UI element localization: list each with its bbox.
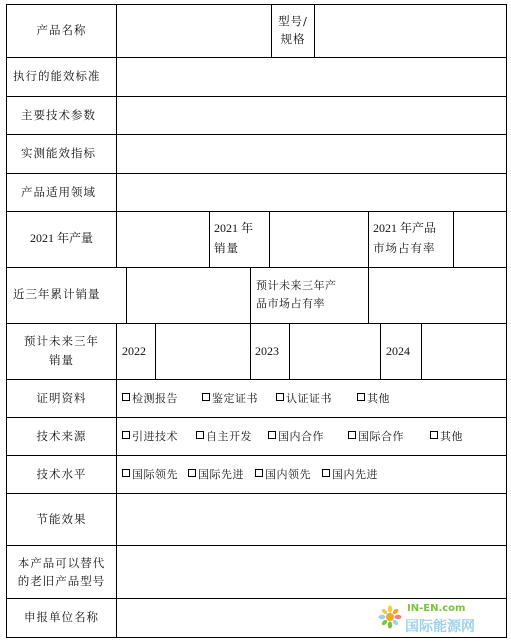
forecast-2023-field[interactable] (290, 324, 380, 379)
source-option-intl-coop[interactable]: 国际合作 (348, 429, 404, 445)
tech-params-field[interactable] (117, 97, 506, 134)
product-name-label: 产品名称 (36, 23, 87, 37)
model-field[interactable] (315, 5, 506, 57)
applicant-label: 申报单位名称 (24, 610, 99, 624)
forecast-share-label-line2: 品市场占有率 (256, 297, 325, 310)
table-border-left (6, 4, 7, 638)
level-label: 技术水平 (36, 467, 87, 481)
column-divider (380, 323, 381, 380)
row-divider (6, 211, 507, 212)
output-2021-label: 2021 年产量 (29, 231, 93, 245)
checkbox-icon (196, 431, 204, 439)
proof-option-other[interactable]: 其他 (357, 391, 390, 407)
tech-params-label: 主要技术参数 (21, 108, 96, 122)
table-border-right (506, 4, 507, 638)
watermark-brand: 国际能源网 (405, 619, 475, 635)
checkbox-icon (322, 469, 330, 477)
sales-2021-field[interactable] (270, 212, 368, 267)
checkbox-icon (255, 469, 263, 477)
proof-option-test-report[interactable]: 检测报告 (122, 391, 178, 407)
checkbox-icon (122, 469, 130, 477)
checkbox-icon (202, 393, 210, 401)
column-divider (368, 211, 369, 268)
column-divider (250, 267, 251, 324)
share-2021-field[interactable] (454, 212, 506, 267)
forecast-sales-label-line1: 预计未来三年 (24, 334, 99, 348)
checkbox-icon (357, 393, 365, 401)
year-2024-label: 2024 (386, 344, 410, 358)
sales-3yr-field[interactable] (127, 268, 250, 323)
forecast-share-field[interactable] (369, 268, 506, 323)
checkbox-icon (122, 393, 130, 401)
output-2021-field[interactable] (117, 212, 209, 267)
forecast-sales-label-line2: 销量 (49, 353, 74, 367)
checkbox-icon (276, 393, 284, 401)
model-label-line1: 型号/ (278, 14, 308, 28)
proof-label: 证明资料 (36, 391, 87, 405)
checkbox-icon (268, 431, 276, 439)
watermark (377, 603, 499, 635)
product-name-field[interactable] (117, 5, 271, 57)
column-divider (209, 211, 210, 268)
checkbox-icon (188, 469, 196, 477)
saving-field[interactable] (117, 494, 506, 545)
model-label-line2: 规格 (280, 32, 306, 46)
scope-label: 产品适用领域 (21, 185, 96, 199)
checkbox-icon (348, 431, 356, 439)
saving-label: 节能效果 (36, 512, 87, 526)
standard-field[interactable] (117, 58, 506, 96)
replace-field[interactable] (117, 546, 506, 598)
source-option-imported[interactable]: 引进技术 (122, 429, 178, 445)
proof-option-appraisal[interactable]: 鉴定证书 (202, 391, 258, 407)
measured-field[interactable] (117, 135, 506, 173)
replace-label-line2: 的老旧产品型号 (17, 574, 106, 588)
level-option-intl-leading[interactable]: 国际领先 (122, 467, 178, 483)
level-option-domestic-advanced[interactable]: 国内先进 (322, 467, 378, 483)
sales-2021-label-line1: 2021 年 (214, 221, 254, 235)
standard-label: 执行的能效标准 (13, 69, 101, 83)
proof-option-certification[interactable]: 认证证书 (276, 391, 332, 407)
scope-field[interactable] (117, 174, 506, 211)
checkbox-icon (122, 431, 130, 439)
table-border-bottom (6, 637, 507, 638)
source-option-domestic-coop[interactable]: 国内合作 (268, 429, 324, 445)
share-2021-label-line1: 2021 年产品 (373, 221, 437, 235)
level-option-intl-advanced[interactable]: 国际先进 (188, 467, 244, 483)
forecast-2024-field[interactable] (422, 324, 506, 379)
column-divider (250, 323, 251, 380)
row-divider (6, 417, 507, 418)
replace-label-line1: 本产品可以替代 (17, 556, 106, 570)
sunflower-logo-icon (377, 605, 403, 633)
level-option-domestic-leading[interactable]: 国内领先 (255, 467, 311, 483)
year-2023-label: 2023 (255, 344, 279, 358)
measured-label: 实测能效指标 (21, 146, 96, 160)
source-option-other[interactable]: 其他 (430, 429, 463, 445)
sales-2021-label-line2: 销量 (214, 241, 239, 255)
sales-3yr-label: 近三年累计销量 (13, 287, 101, 301)
share-2021-label-line2: 市场占有率 (373, 241, 436, 255)
source-label: 技术来源 (36, 429, 87, 443)
forecast-share-label-line1: 预计未来三年产 (256, 279, 337, 292)
forecast-2022-field[interactable] (156, 324, 250, 379)
row-divider (6, 379, 507, 380)
source-option-self-developed[interactable]: 自主开发 (196, 429, 252, 445)
year-2022-label: 2022 (122, 344, 146, 358)
watermark-domain: IN-EN.com (407, 603, 466, 614)
row-divider (6, 455, 507, 456)
checkbox-icon (430, 431, 438, 439)
